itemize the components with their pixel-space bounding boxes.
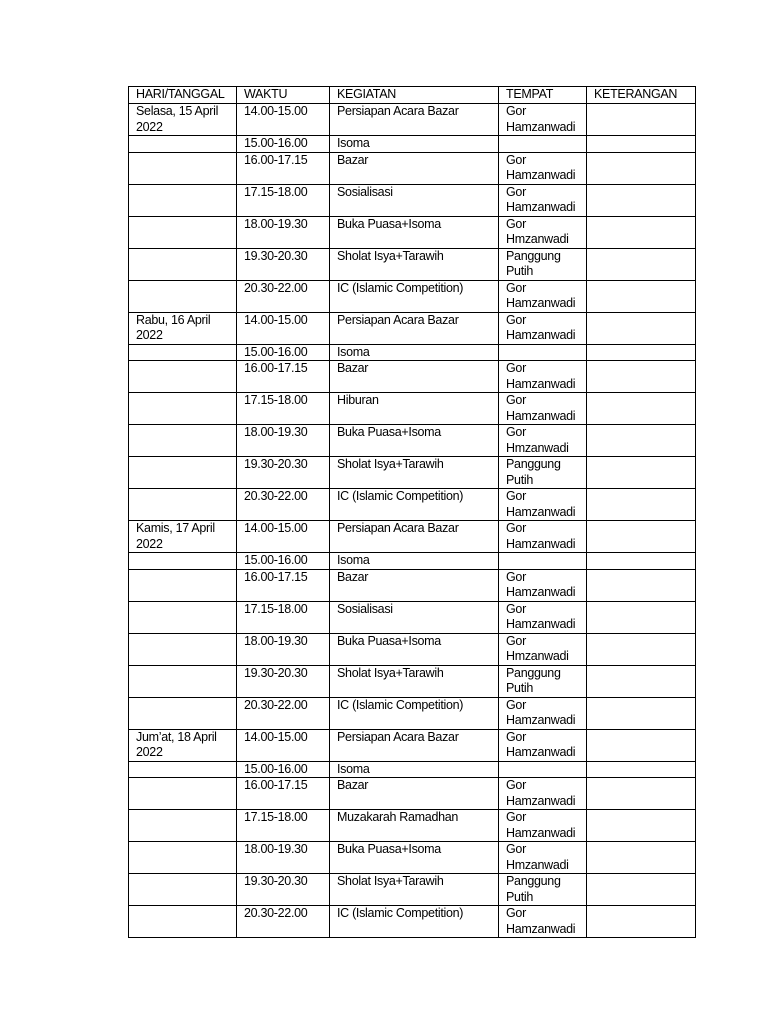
activity-cell: Sholat Isya+Tarawih bbox=[330, 665, 499, 697]
table-row bbox=[129, 521, 696, 553]
table-row bbox=[129, 152, 696, 184]
table-row bbox=[129, 874, 696, 906]
day-cell bbox=[129, 810, 237, 842]
day-cell: Selasa, 15 April 2022 bbox=[129, 104, 237, 136]
time-cell: 15.00-16.00 bbox=[237, 553, 330, 570]
header-kegiatan: KEGIATAN bbox=[330, 87, 499, 104]
time-cell: 14.00-15.00 bbox=[237, 104, 330, 136]
place-cell: Gor Hmzanwadi bbox=[499, 216, 587, 248]
header-keterangan: KETERANGAN bbox=[587, 87, 696, 104]
note-cell bbox=[587, 344, 696, 361]
day-cell bbox=[129, 152, 237, 184]
activity-cell: Bazar bbox=[330, 152, 499, 184]
day-cell bbox=[129, 553, 237, 570]
note-cell bbox=[587, 521, 696, 553]
place-cell: Gor Hamzanwadi bbox=[499, 280, 587, 312]
place-cell: Gor Hmzanwadi bbox=[499, 633, 587, 665]
day-cell bbox=[129, 457, 237, 489]
day-cell: Kamis, 17 April 2022 bbox=[129, 521, 237, 553]
place-cell: Panggung Putih bbox=[499, 665, 587, 697]
time-cell: 14.00-15.00 bbox=[237, 312, 330, 344]
table-row bbox=[129, 248, 696, 280]
table-row bbox=[129, 184, 696, 216]
time-cell: 17.15-18.00 bbox=[237, 810, 330, 842]
time-cell: 18.00-19.30 bbox=[237, 842, 330, 874]
activity-cell: IC (Islamic Competition) bbox=[330, 280, 499, 312]
time-cell: 18.00-19.30 bbox=[237, 425, 330, 457]
table-row bbox=[129, 665, 696, 697]
time-cell: 16.00-17.15 bbox=[237, 152, 330, 184]
place-cell: Gor Hamzanwadi bbox=[499, 104, 587, 136]
note-cell bbox=[587, 393, 696, 425]
time-cell: 18.00-19.30 bbox=[237, 633, 330, 665]
day-cell bbox=[129, 697, 237, 729]
header-row bbox=[129, 87, 696, 104]
place-cell bbox=[499, 136, 587, 153]
activity-cell: Muzakarah Ramadhan bbox=[330, 810, 499, 842]
table-row bbox=[129, 601, 696, 633]
note-cell bbox=[587, 248, 696, 280]
note-cell bbox=[587, 633, 696, 665]
activity-cell: Isoma bbox=[330, 344, 499, 361]
note-cell bbox=[587, 152, 696, 184]
place-cell: Gor Hamzanwadi bbox=[499, 697, 587, 729]
place-cell: Gor Hamzanwadi bbox=[499, 569, 587, 601]
day-cell bbox=[129, 361, 237, 393]
place-cell: Gor Hamzanwadi bbox=[499, 489, 587, 521]
note-cell bbox=[587, 810, 696, 842]
place-cell: Gor Hamzanwadi bbox=[499, 906, 587, 938]
place-cell bbox=[499, 344, 587, 361]
day-cell: Rabu, 16 April 2022 bbox=[129, 312, 237, 344]
time-cell: 18.00-19.30 bbox=[237, 216, 330, 248]
table-row bbox=[129, 393, 696, 425]
day-cell bbox=[129, 601, 237, 633]
note-cell bbox=[587, 136, 696, 153]
table-row bbox=[129, 761, 696, 778]
table-row bbox=[129, 729, 696, 761]
day-cell bbox=[129, 569, 237, 601]
activity-cell: Isoma bbox=[330, 761, 499, 778]
table-row bbox=[129, 553, 696, 570]
place-cell: Gor Hamzanwadi bbox=[499, 184, 587, 216]
table-row bbox=[129, 457, 696, 489]
activity-cell: Bazar bbox=[330, 569, 499, 601]
table-row bbox=[129, 104, 696, 136]
table-row bbox=[129, 425, 696, 457]
time-cell: 20.30-22.00 bbox=[237, 906, 330, 938]
table-row bbox=[129, 136, 696, 153]
table-row bbox=[129, 344, 696, 361]
day-cell bbox=[129, 280, 237, 312]
activity-cell: IC (Islamic Competition) bbox=[330, 906, 499, 938]
activity-cell: Buka Puasa+Isoma bbox=[330, 633, 499, 665]
activity-cell: Bazar bbox=[330, 778, 499, 810]
time-cell: 14.00-15.00 bbox=[237, 521, 330, 553]
note-cell bbox=[587, 569, 696, 601]
place-cell: Gor Hamzanwadi bbox=[499, 601, 587, 633]
table-row bbox=[129, 906, 696, 938]
activity-cell: Persiapan Acara Bazar bbox=[330, 104, 499, 136]
day-cell bbox=[129, 842, 237, 874]
table-row bbox=[129, 697, 696, 729]
activity-cell: Buka Puasa+Isoma bbox=[330, 425, 499, 457]
table-row bbox=[129, 569, 696, 601]
place-cell: Gor Hmzanwadi bbox=[499, 842, 587, 874]
place-cell: Panggung Putih bbox=[499, 248, 587, 280]
time-cell: 19.30-20.30 bbox=[237, 665, 330, 697]
day-cell: Jum’at, 18 April 2022 bbox=[129, 729, 237, 761]
activity-cell: IC (Islamic Competition) bbox=[330, 489, 499, 521]
table-row bbox=[129, 778, 696, 810]
activity-cell: Bazar bbox=[330, 361, 499, 393]
activity-cell: Persiapan Acara Bazar bbox=[330, 312, 499, 344]
day-cell bbox=[129, 248, 237, 280]
activity-cell: Sholat Isya+Tarawih bbox=[330, 457, 499, 489]
time-cell: 19.30-20.30 bbox=[237, 457, 330, 489]
table-row bbox=[129, 810, 696, 842]
note-cell bbox=[587, 489, 696, 521]
day-cell bbox=[129, 906, 237, 938]
table-row bbox=[129, 361, 696, 393]
note-cell bbox=[587, 104, 696, 136]
day-cell bbox=[129, 778, 237, 810]
activity-cell: Sholat Isya+Tarawih bbox=[330, 248, 499, 280]
note-cell bbox=[587, 457, 696, 489]
activity-cell: Buka Puasa+Isoma bbox=[330, 842, 499, 874]
activity-cell: Persiapan Acara Bazar bbox=[330, 729, 499, 761]
day-cell bbox=[129, 425, 237, 457]
activity-cell: Sosialisasi bbox=[330, 601, 499, 633]
note-cell bbox=[587, 553, 696, 570]
note-cell bbox=[587, 842, 696, 874]
note-cell bbox=[587, 312, 696, 344]
note-cell bbox=[587, 697, 696, 729]
activity-cell: Hiburan bbox=[330, 393, 499, 425]
note-cell bbox=[587, 906, 696, 938]
place-cell: Gor Hamzanwadi bbox=[499, 361, 587, 393]
day-cell bbox=[129, 633, 237, 665]
time-cell: 20.30-22.00 bbox=[237, 280, 330, 312]
note-cell bbox=[587, 665, 696, 697]
table-row bbox=[129, 489, 696, 521]
place-cell: Gor Hamzanwadi bbox=[499, 312, 587, 344]
table-row bbox=[129, 633, 696, 665]
table-row bbox=[129, 842, 696, 874]
activity-cell: Sosialisasi bbox=[330, 184, 499, 216]
place-cell: Gor Hamzanwadi bbox=[499, 393, 587, 425]
time-cell: 16.00-17.15 bbox=[237, 778, 330, 810]
activity-cell: Sholat Isya+Tarawih bbox=[330, 874, 499, 906]
note-cell bbox=[587, 280, 696, 312]
time-cell: 20.30-22.00 bbox=[237, 697, 330, 729]
table-header bbox=[129, 87, 696, 104]
day-cell bbox=[129, 136, 237, 153]
place-cell: Gor Hmzanwadi bbox=[499, 425, 587, 457]
note-cell bbox=[587, 184, 696, 216]
table-row bbox=[129, 280, 696, 312]
time-cell: 17.15-18.00 bbox=[237, 601, 330, 633]
activity-cell: Isoma bbox=[330, 553, 499, 570]
note-cell bbox=[587, 729, 696, 761]
time-cell: 19.30-20.30 bbox=[237, 248, 330, 280]
place-cell: Gor Hamzanwadi bbox=[499, 729, 587, 761]
activity-cell: Persiapan Acara Bazar bbox=[330, 521, 499, 553]
header-hari-tanggal: HARI/TANGGAL bbox=[129, 87, 237, 104]
day-cell bbox=[129, 344, 237, 361]
note-cell bbox=[587, 425, 696, 457]
time-cell: 16.00-17.15 bbox=[237, 569, 330, 601]
activity-cell: Buka Puasa+Isoma bbox=[330, 216, 499, 248]
place-cell: Gor Hamzanwadi bbox=[499, 810, 587, 842]
note-cell bbox=[587, 874, 696, 906]
time-cell: 14.00-15.00 bbox=[237, 729, 330, 761]
time-cell: 15.00-16.00 bbox=[237, 136, 330, 153]
place-cell: Panggung Putih bbox=[499, 874, 587, 906]
place-cell: Panggung Putih bbox=[499, 457, 587, 489]
header-waktu: WAKTU bbox=[237, 87, 330, 104]
time-cell: 19.30-20.30 bbox=[237, 874, 330, 906]
time-cell: 16.00-17.15 bbox=[237, 361, 330, 393]
day-cell bbox=[129, 761, 237, 778]
place-cell: Gor Hamzanwadi bbox=[499, 778, 587, 810]
day-cell bbox=[129, 184, 237, 216]
day-cell bbox=[129, 393, 237, 425]
day-cell bbox=[129, 665, 237, 697]
day-cell bbox=[129, 216, 237, 248]
place-cell: Gor Hamzanwadi bbox=[499, 521, 587, 553]
day-cell bbox=[129, 489, 237, 521]
day-cell bbox=[129, 874, 237, 906]
time-cell: 17.15-18.00 bbox=[237, 184, 330, 216]
note-cell bbox=[587, 601, 696, 633]
note-cell bbox=[587, 216, 696, 248]
place-cell bbox=[499, 761, 587, 778]
note-cell bbox=[587, 361, 696, 393]
activity-cell: IC (Islamic Competition) bbox=[330, 697, 499, 729]
schedule-table bbox=[128, 86, 696, 938]
table-row bbox=[129, 216, 696, 248]
activity-cell: Isoma bbox=[330, 136, 499, 153]
table-row bbox=[129, 312, 696, 344]
note-cell bbox=[587, 778, 696, 810]
header-tempat: TEMPAT bbox=[499, 87, 587, 104]
time-cell: 17.15-18.00 bbox=[237, 393, 330, 425]
time-cell: 15.00-16.00 bbox=[237, 344, 330, 361]
time-cell: 20.30-22.00 bbox=[237, 489, 330, 521]
place-cell: Gor Hamzanwadi bbox=[499, 152, 587, 184]
place-cell bbox=[499, 553, 587, 570]
time-cell: 15.00-16.00 bbox=[237, 761, 330, 778]
table-body bbox=[129, 104, 696, 938]
note-cell bbox=[587, 761, 696, 778]
